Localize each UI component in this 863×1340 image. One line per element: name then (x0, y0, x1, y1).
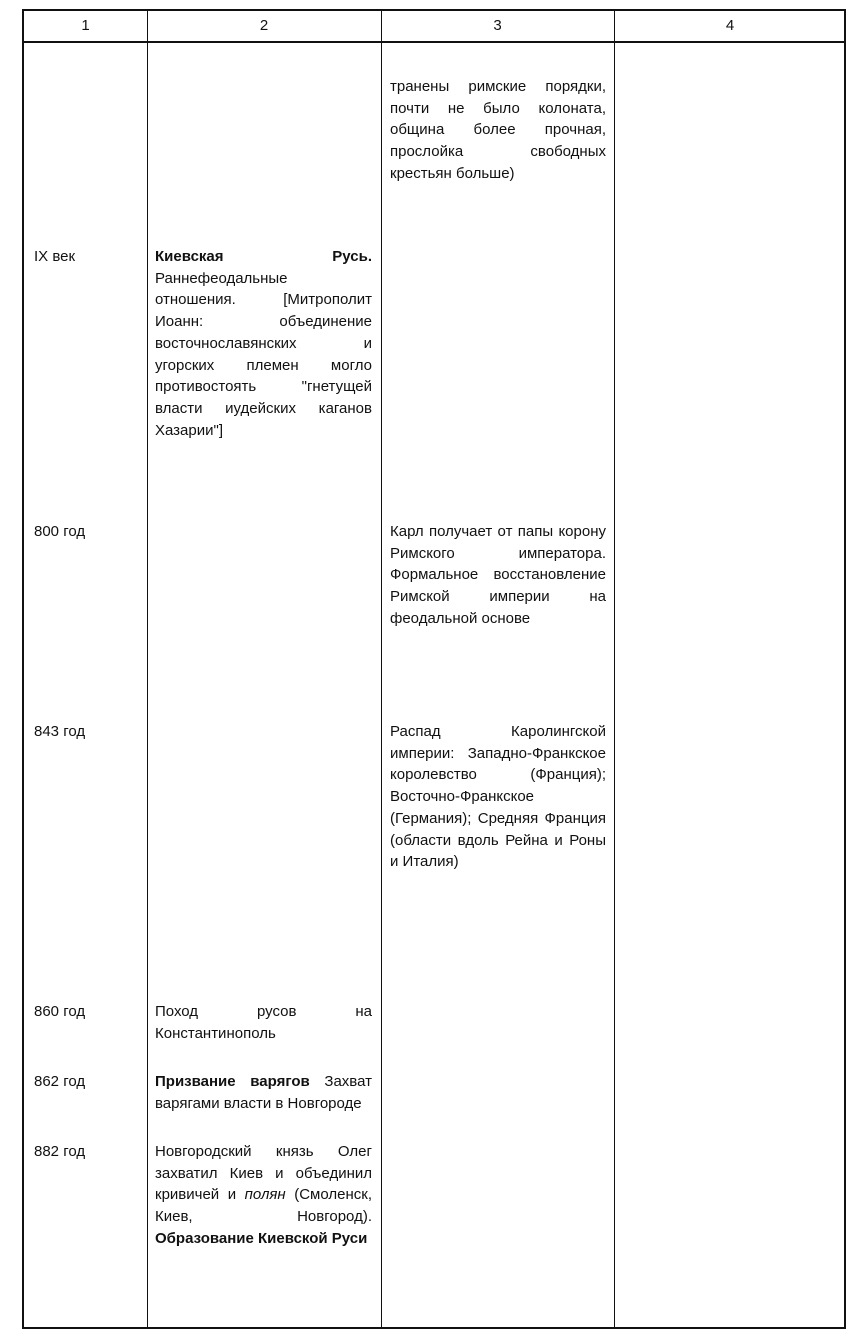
cell-col2 (155, 1141, 372, 1250)
text-segment: Захват варягами власти в Новгороде (155, 1073, 372, 1112)
cell-col3 (390, 521, 606, 630)
text-segment: транены римские порядки, почти не было колоната, община более прочная, прослойка свободных крестьян больше) (390, 78, 606, 182)
cell-col2 (155, 1001, 372, 1044)
header-cell-2: 2 (259, 17, 269, 34)
text-segment: Раннефеодальные отношения. [Митрополит Иоанн: объединение восточнославянских и угорских племен могло противостоять "гнетущей власти иудейских каганов Хазарии"] (155, 269, 372, 439)
cell-col3 (390, 721, 606, 873)
header-cell-1: 1 (81, 17, 90, 34)
cell-col2 (155, 1071, 372, 1114)
text-segment: Киевская Русь. (155, 248, 372, 265)
cell-date: 800 год (34, 523, 86, 540)
cell-date: 882 год (34, 1143, 86, 1160)
cell-date: 843 год (34, 723, 86, 740)
column-divider (147, 11, 148, 1327)
cell-col2 (155, 246, 372, 441)
text-segment: Поход русов на Константинополь (155, 1003, 372, 1042)
history-table (22, 9, 846, 1329)
column-divider (381, 11, 382, 1327)
text-segment: полян (244, 1186, 286, 1204)
text-segment: Образование Киевской Руси (155, 1229, 368, 1247)
text-segment: Новгородский князь Олег захватил Киев и объединил кривичей и (155, 1143, 372, 1204)
column-divider (614, 11, 615, 1327)
header-cell-4: 4 (725, 17, 735, 34)
cell-date: 860 год (34, 1003, 86, 1020)
text-segment: (Смоленск, Киев, Новгород). (155, 1186, 372, 1226)
header-cell-3: 3 (493, 17, 502, 34)
text-segment: Призвание варягов (155, 1073, 310, 1090)
cell-date: IX век (34, 248, 76, 265)
cell-col3 (390, 76, 606, 185)
cell-date: 862 год (34, 1073, 86, 1090)
text-segment: Распад Каролингской империи: Западно-Франкское королевство (Франция); Восточно-Франкское (Германия); Средняя Франция (области вдоль Рейна и Роны и Италия) (390, 723, 606, 871)
text-segment: Карл получает от папы корону Римского императора. Формальное восстановление Римской империи на феодальной основе (390, 523, 606, 627)
